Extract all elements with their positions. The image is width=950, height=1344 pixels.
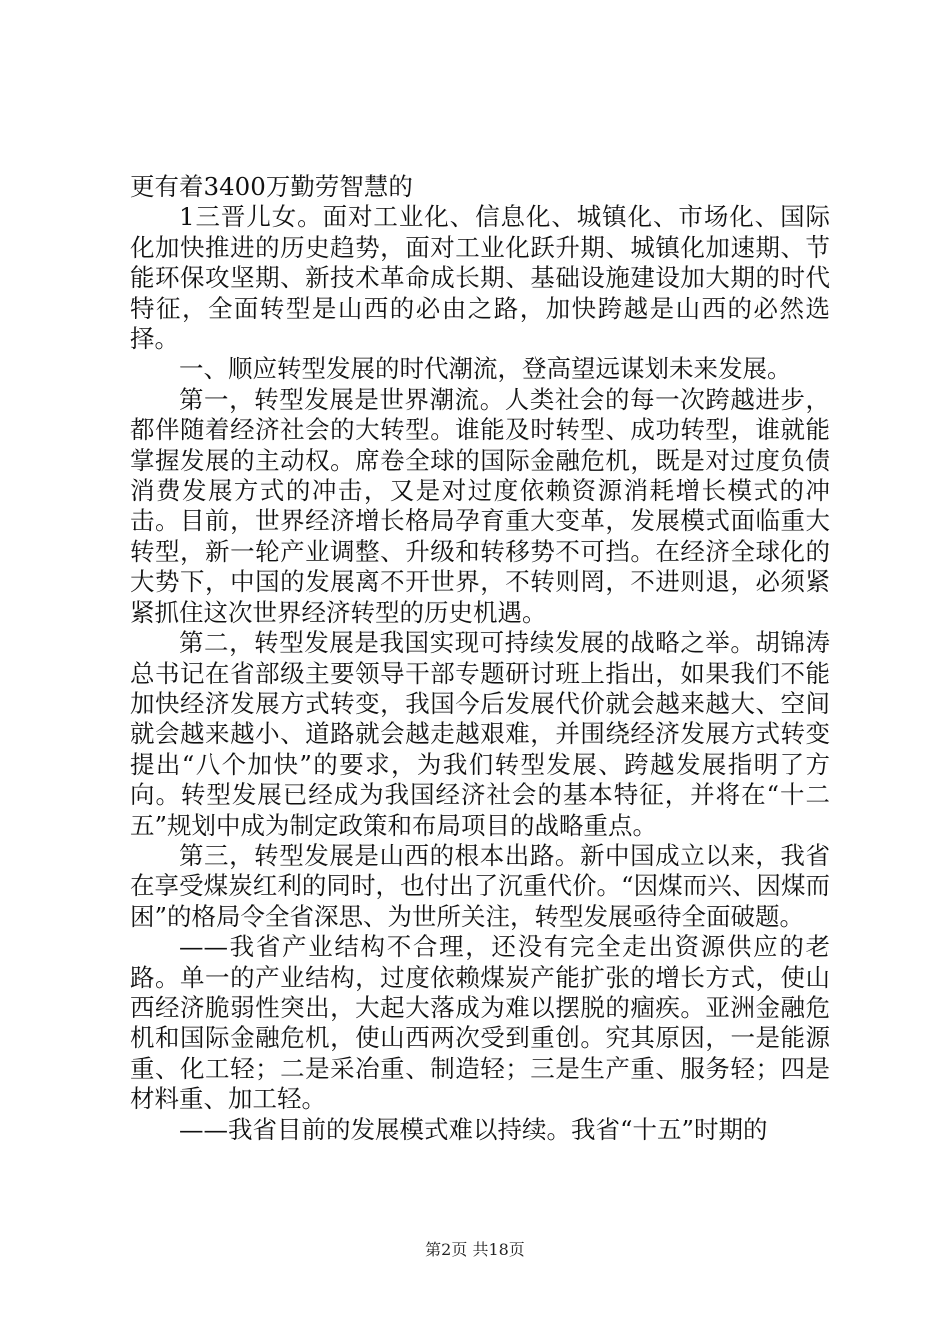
paragraph-1: 更有着3400万勤劳智慧的 (130, 172, 413, 201)
paragraph-development-mode: ——我省目前的发展模式难以持续。我省“十五”时期的 (179, 1114, 768, 1144)
page-number-footer: 第2页 共18页 (425, 1240, 525, 1259)
paragraph-third-point: 第三，转型发展是山西的根本出路。新中国成立以来，我省在享受煤炭红利的同时，也付出了沉重代价。“因煤而兴、因煤而困”的格局令全省深思、为世所关注，转型发展亟待全面破题。 (130, 840, 830, 931)
section-heading: 一、顺应转型发展的时代潮流，登高望远谋划未来发展。 (179, 354, 792, 384)
paragraph-2: 1三晋儿女。面对工业化、信息化、城镇化、市场化、国际化加快推进的历史趋势，面对工业化跃升期、城镇化加速期、节能环保攻坚期、新技术革命成长期、基础设施建设加大期的时代特征，全面转型是山西的必由之路，加快跨越是山西的必然选择。 (130, 202, 830, 354)
paragraph-industry-structure: ——我省产业结构不合理，还没有完全走出资源供应的老路。单一的产业结构，过度依赖煤炭产能扩张的增长方式，使山西经济脆弱性突出，大起大落成为难以摆脱的痼疾。亚洲金融危机和国际金融危机，使山西两次受到重创。究其原因，一是能源重、化工轻；二是采冶重、制造轻；三是生产重、服务轻；四是材料重、加工轻。 (130, 932, 830, 1114)
paragraph-second-point: 第二，转型发展是我国实现可持续发展的战略之举。胡锦涛总书记在省部级主要领导干部专题研讨班上指出，如果我们不能加快经济发展方式转变，我国今后发展代价就会越来越大、空间就会越来越小、道路就会越走越艰难，并围绕经济发展方式转变提出“八个加快”的要求，为我们转型发展、跨越发展指明了方向。转型发展已经成为我国经济社会的基本特征，并将在“十二五”规划中成为制定政策和布局项目的战略重点。 (130, 628, 830, 840)
document-body (130, 172, 830, 1145)
paragraph-first-point: 第一，转型发展是世界潮流。人类社会的每一次跨越进步，都伴随着经济社会的大转型。谁能及时转型、成功转型，谁就能掌握发展的主动权。席卷全球的国际金融危机，既是对过度负债消费发展方式的冲击，又是对过度依赖资源消耗增长模式的冲击。目前，世界经济增长格局孕育重大变革，发展模式面临重大转型，新一轮产业调整、升级和转移势不可挡。在经济全球化的大势下，中国的发展离不开世界，不转则罔，不进则退，必须紧紧抓住这次世界经济转型的历史机遇。 (130, 384, 830, 627)
